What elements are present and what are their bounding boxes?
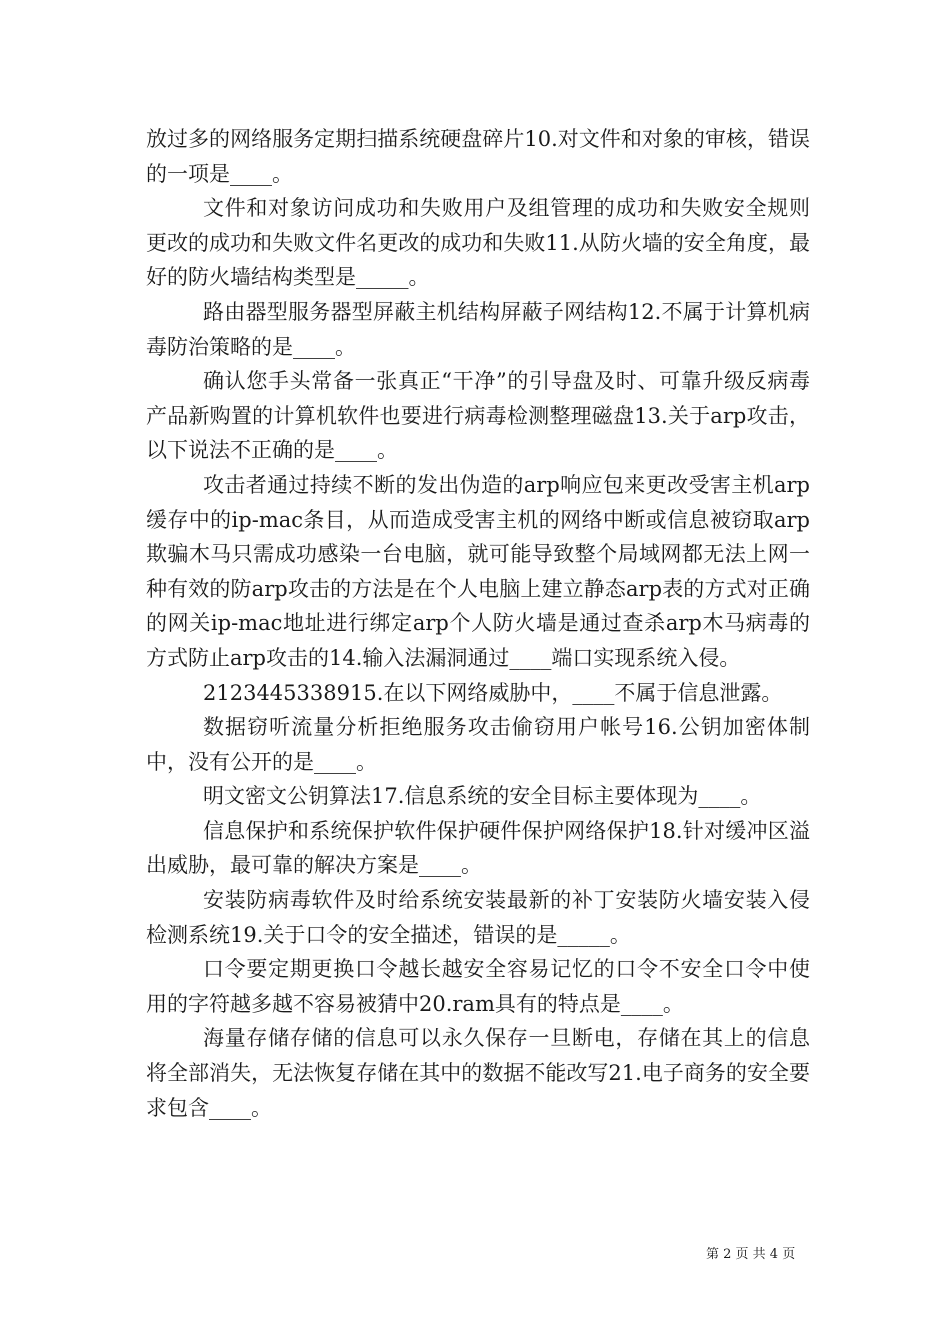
paragraph: 文件和对象访问成功和失败用户及组管理的成功和失败安全规则更改的成功和失败文件名更改的成功和失败11.从防火墙的安全角度，最好的防火墙结构类型是_____。 <box>146 196 810 290</box>
paragraph: 海量存储存储的信息可以永久保存一旦断电，存储在其上的信息将全部消失，无法恢复存储在其中的数据不能改写21.电子商务的安全要求包含____。 <box>146 1026 810 1120</box>
paragraph: 安装防病毒软件及时给系统安装最新的补丁安装防火墙安装入侵检测系统19.关于口令的安全描述，错误的是_____。 <box>146 888 810 947</box>
paragraph: 数据窃听流量分析拒绝服务攻击偷窃用户帐号16.公钥加密体制中，没有公开的是____。 <box>146 715 810 774</box>
paragraph: 口令要定期更换口令越长越安全容易记忆的口令不安全口令中使用的字符越多越不容易被猜中20.ram具有的特点是____。 <box>146 957 810 1016</box>
paragraph: 攻击者通过持续不断的发出伪造的arp响应包来更改受害主机arp缓存中的ip-mac条目，从而造成受害主机的网络中断或信息被窃取arp欺骗木马只需成功感染一台电脑，就可能导致整个局域网都无法上网一种有效的防arp攻击的方法是在个人电脑上建立静态arp表的方式对正确的网关ip-mac地址进行绑定arp个人防火墙是通过查杀arp木马病毒的方式防止arp攻击的14.输入法漏洞通过____端口实现系统入侵。 <box>146 472 810 670</box>
paragraph: 明文密文公钥算法17.信息系统的安全目标主要体现为____。 <box>203 784 762 809</box>
paragraph-continuation: 放过多的网络服务定期扫描系统硬盘碎片10.对文件和对象的审核，错误的一项是____。 <box>146 127 810 186</box>
paragraph: 确认您手头常备一张真正“干净”的引导盘及时、可靠升级反病毒产品新购置的计算机软件也要进行病毒检测整理磁盘13.关于arp攻击，以下说法不正确的是____。 <box>146 369 810 463</box>
paragraph: 路由器型服务器型屏蔽主机结构屏蔽子网结构12.不属于计算机病毒防治策略的是____。 <box>146 299 810 359</box>
paragraph: 信息保护和系统保护软件保护硬件保护网络保护18.针对缓冲区溢出威胁，最可靠的解决方案是____。 <box>146 818 810 878</box>
page-number-footer: 第 2 页 共 4 页 <box>706 1247 796 1262</box>
document-body <box>146 122 810 1125</box>
paragraph: 2123445338915.在以下网络威胁中，____不属于信息泄露。 <box>203 680 783 705</box>
